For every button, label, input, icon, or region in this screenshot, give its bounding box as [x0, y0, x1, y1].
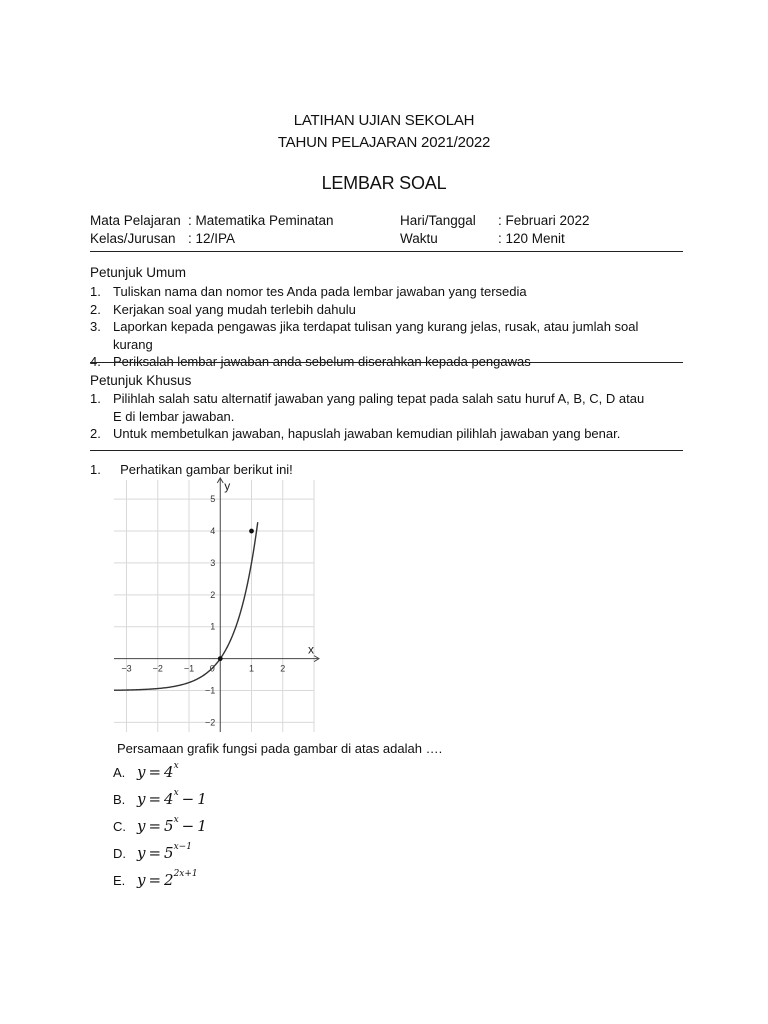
option-c[interactable]: C. $y = 5^x - 1$ — [113, 815, 207, 835]
petunjuk-khusus-title: Petunjuk Khusus — [90, 373, 192, 388]
list-item: 4. Periksalah lembar jawaban anda sebelum diserahkan kepada pengawas — [90, 354, 531, 369]
y-tick-label: −1 — [204, 685, 216, 696]
list-item: 2. Untuk membetulkan jawaban, hapuslah jawaban kemudian pilihlah jawaban yang benar. — [90, 426, 621, 441]
y-tick-label: −2 — [204, 717, 216, 728]
petunjuk-umum-list — [90, 283, 650, 371]
kelas-label: Kelas/Jurusan — [90, 231, 176, 246]
exam-title-line2: TAHUN PELAJARAN 2021/2022 — [277, 134, 491, 151]
x-tick-label: 0 — [209, 663, 215, 674]
y-tick-label: 4 — [210, 526, 216, 537]
option-b[interactable]: B. $y = 4^x - 1$ — [113, 788, 207, 808]
y-tick-label: 1 — [210, 621, 216, 632]
hari-label: Hari/Tanggal — [400, 213, 476, 228]
sheet-title: LEMBAR SOAL — [321, 173, 447, 193]
x-tick-label: 2 — [280, 663, 286, 674]
kelas-value: : 12/IPA — [188, 231, 236, 246]
x-axis-label: x — [308, 642, 314, 657]
question-lead: Persamaan grafik fungsi pada gambar di atas adalah …. — [117, 741, 443, 756]
divider — [90, 362, 683, 363]
list-item: 2. Kerjakan soal yang mudah terlebih dahulu — [90, 301, 356, 317]
divider — [90, 251, 683, 252]
exponential-graph — [112, 476, 322, 736]
option-e[interactable]: E. $y = 2^{2x+1}$ — [113, 869, 198, 889]
option-d[interactable]: D. $y = 5^{x-1}$ — [113, 842, 192, 862]
x-tick-label: −3 — [121, 663, 132, 674]
petunjuk-khusus-list — [90, 390, 655, 443]
question-1 — [90, 462, 293, 477]
question-prompt: Perhatikan gambar berikut ini! — [120, 462, 293, 477]
y-tick-label: 2 — [210, 589, 216, 600]
list-item: 3. Laporkan kepada pengawas jika terdapat tulisan yang kurang jelas, rusak, atau jumlah soal kurang — [90, 319, 639, 352]
question-number: 1. — [90, 462, 101, 477]
mapel-label: Mata Pelajaran — [90, 213, 181, 228]
x-tick-label: −2 — [152, 663, 163, 674]
waktu-label: Waktu — [400, 231, 438, 246]
hari-value: : Februari 2022 — [498, 213, 590, 228]
option-a[interactable]: A. $y = 4^x$ — [113, 761, 179, 781]
divider — [90, 450, 683, 451]
y-tick-label: 5 — [210, 494, 216, 505]
curve-point — [249, 529, 254, 534]
list-item: 1. Tuliskan nama dan nomor tes Anda pada lembar jawaban yang tersedia — [90, 284, 527, 299]
y-axis-label: y — [224, 479, 231, 493]
y-tick-label: 3 — [210, 557, 216, 568]
curve-point — [218, 656, 223, 661]
x-tick-label: 1 — [248, 663, 255, 674]
exam-title-line1: LATIHAN UJIAN SEKOLAH — [293, 112, 475, 129]
petunjuk-umum-title: Petunjuk Umum — [90, 265, 187, 280]
x-tick-label: −1 — [183, 663, 195, 674]
list-item: 1. Pilihlah salah satu alternatif jawaban yang paling tepat pada salah satu huruf A, B, C, D atau E di lembar jawaban. — [90, 391, 645, 424]
mapel-value: : Matematika Peminatan — [188, 213, 334, 228]
waktu-value: : 120 Menit — [498, 231, 565, 246]
